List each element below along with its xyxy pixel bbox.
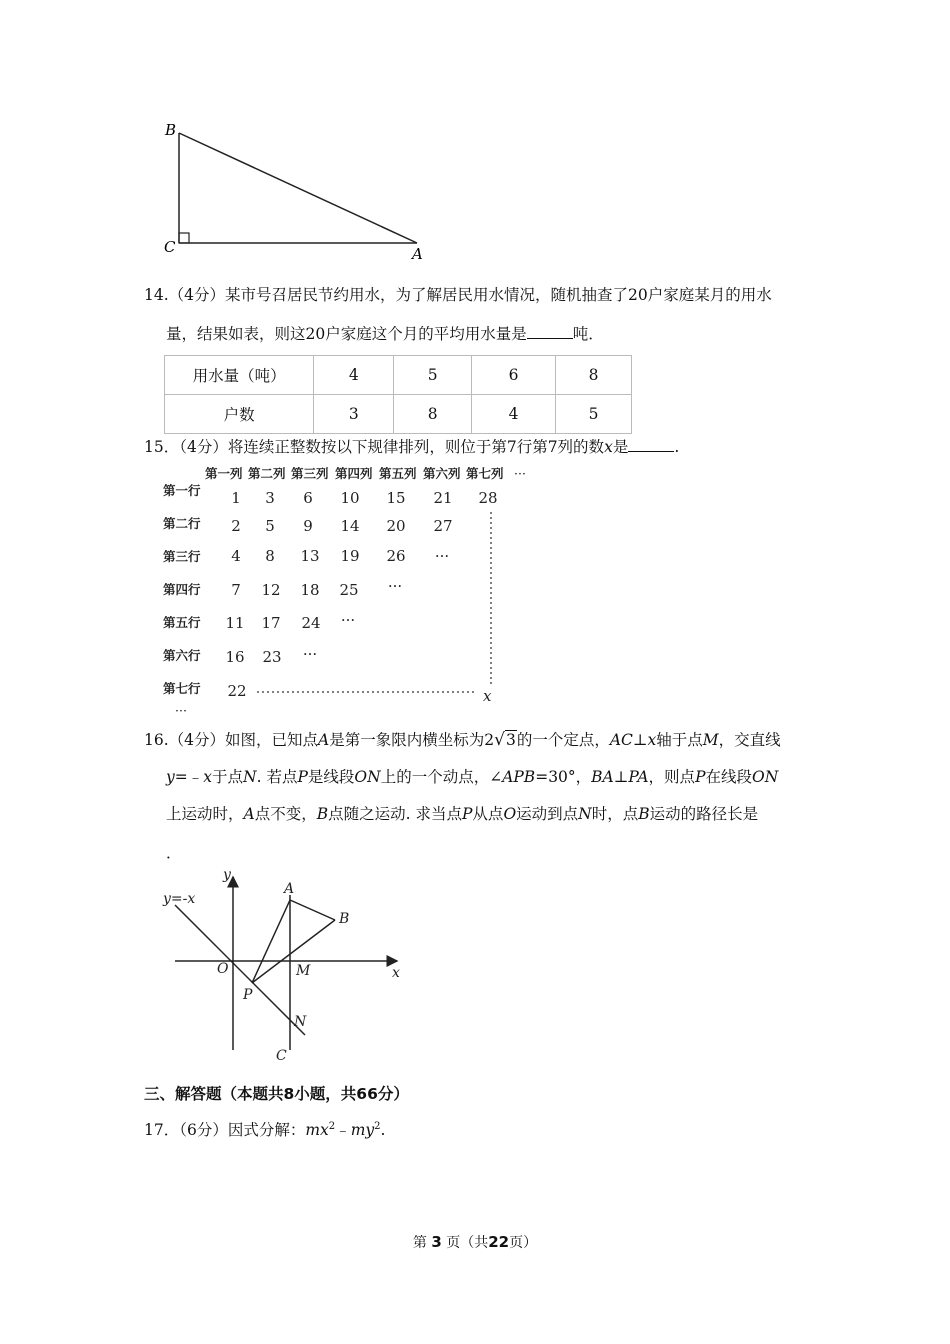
answer-blank xyxy=(527,324,573,339)
col-header: 第三列 xyxy=(291,466,329,481)
q17-exponent: 2 xyxy=(328,1121,336,1132)
q14-line1: 14.（4分）某市号召居民节约用水，为了解居民用水情况，随机抽查了20户家庭某月的用水 xyxy=(144,286,772,304)
sqrt-radicand: 3 xyxy=(505,731,516,749)
x-axis-label: x xyxy=(392,965,400,981)
q16-var: BA xyxy=(591,768,614,786)
q16-text: 时，点 xyxy=(591,805,639,823)
point-c-label: C xyxy=(276,1048,287,1064)
table-cell: 8 xyxy=(556,356,632,395)
ellipsis: ··· xyxy=(514,466,526,481)
label-c: C xyxy=(164,238,176,256)
grid-x-label: x xyxy=(483,687,492,705)
q17-exponent: 2 xyxy=(374,1121,381,1132)
point-a-label: A xyxy=(284,881,295,897)
q17-end: . xyxy=(380,1121,386,1140)
col-header: 第七列 xyxy=(466,466,504,481)
q17-term: my xyxy=(350,1121,375,1140)
row-header: 第一行 xyxy=(163,483,201,498)
grid-number: 27 xyxy=(433,517,453,535)
q16-text: ⊥ xyxy=(632,731,648,749)
q17-text: 17．（6分）因式分解： xyxy=(144,1121,306,1140)
row-header: 第三行 xyxy=(163,549,201,564)
q16-var: x xyxy=(647,731,657,749)
q16-text: 从点 xyxy=(472,805,504,823)
grid-number: 12 xyxy=(261,581,281,599)
grid-number: 16 xyxy=(225,648,245,666)
col-header: 第五列 xyxy=(379,466,417,481)
grid-number: 26 xyxy=(386,547,406,565)
q16-line4: ． xyxy=(166,844,182,862)
point-p-label: P xyxy=(243,987,253,1003)
coordinate-figure xyxy=(155,865,415,1065)
page-number: 3 xyxy=(431,1233,442,1251)
right-triangle-figure xyxy=(155,115,445,265)
segment-pa xyxy=(252,900,290,983)
grid-number: 23 xyxy=(262,648,282,666)
grid-number: 13 xyxy=(300,547,320,565)
q16-text: ⊥ xyxy=(613,768,629,786)
q17-line xyxy=(144,1117,385,1140)
q15-end: . xyxy=(674,438,680,456)
q16-var: A xyxy=(318,731,330,749)
q16-text: =﹣ xyxy=(174,768,204,786)
total-pages: 22 xyxy=(488,1233,510,1251)
q16-var: x xyxy=(203,768,213,786)
col-header: 第一列 xyxy=(205,466,243,481)
grid-number: 20 xyxy=(386,517,406,535)
q16-text: 上运动时， xyxy=(166,805,244,823)
q16-line3 xyxy=(166,804,758,824)
grid-number: 21 xyxy=(433,489,453,507)
row-header: 第五行 xyxy=(163,615,201,630)
footer-text: 第 xyxy=(412,1235,427,1251)
q16-text: =30°， xyxy=(535,768,592,786)
q16-var: P xyxy=(297,768,308,786)
q16-var: APB xyxy=(502,768,536,786)
q17-operator: ﹣ xyxy=(335,1121,351,1140)
segment-pb xyxy=(252,920,335,983)
grid-number: 1 xyxy=(231,489,241,507)
q16-var: B xyxy=(638,805,650,823)
q16-var: M xyxy=(702,731,719,749)
table-cell: 5 xyxy=(394,356,472,395)
q16-text: 上的一个动点，∠ xyxy=(380,768,503,786)
q16-text: 16.（4分）如图，已知点 xyxy=(144,731,319,749)
answer-blank xyxy=(628,437,674,452)
q16-var: AC xyxy=(609,731,633,749)
grid-number: 4 xyxy=(231,547,241,565)
side-ab xyxy=(179,133,417,243)
q16-var: P xyxy=(695,768,706,786)
grid-number: 8 xyxy=(265,547,275,565)
q16-text: ，则点 xyxy=(648,768,696,786)
line-label: y=-x xyxy=(163,891,196,907)
q16-var: ON xyxy=(354,768,381,786)
grid-number: 19 xyxy=(340,547,360,565)
q14-text: 量，结果如表，则这20户家庭这个月的平均用水量是 xyxy=(166,325,527,343)
q16-var: y xyxy=(166,768,175,786)
q16-var: B xyxy=(316,805,329,823)
grid-number: 11 xyxy=(225,614,245,632)
table-cell: 6 xyxy=(472,356,556,395)
sqrt-sign-icon: √ xyxy=(494,730,505,750)
q14-unit: 吨． xyxy=(572,325,604,343)
col-header: 第四列 xyxy=(335,466,373,481)
grid-number: 6 xyxy=(303,489,313,507)
ellipsis: ··· xyxy=(175,703,187,718)
grid-number: 10 xyxy=(340,489,360,507)
q16-text: 运动到点 xyxy=(516,805,579,823)
section-title: 三、解答题（本题共8小题，共66分） xyxy=(144,1085,409,1103)
q16-text: 在线段 xyxy=(705,768,753,786)
grid-number: 25 xyxy=(339,581,359,599)
page-footer xyxy=(0,1232,950,1252)
q16-text: . 若点 xyxy=(256,768,298,786)
table-cell: 用水量（吨） xyxy=(165,356,314,395)
label-b: B xyxy=(165,121,177,139)
q16-line2 xyxy=(166,767,778,787)
table-cell: 5 xyxy=(556,395,632,434)
q16-var: A xyxy=(243,805,255,823)
label-a: A xyxy=(412,245,423,263)
grid-number: 18 xyxy=(300,581,320,599)
number-grid-figure xyxy=(150,460,550,720)
q17-term: mx xyxy=(305,1121,329,1140)
q16-var: O xyxy=(503,805,517,823)
footer-text: 页） xyxy=(509,1235,538,1251)
table-cell: 4 xyxy=(314,356,394,395)
col-header: 第二列 xyxy=(248,466,286,481)
q16-text: 点随之运动. 求当点 xyxy=(328,805,462,823)
q16-var: N xyxy=(578,805,592,823)
q16-var: N xyxy=(243,768,257,786)
table-cell: 户数 xyxy=(165,395,314,434)
q16-text: 于点 xyxy=(212,768,244,786)
q15-mid: 是 xyxy=(612,438,629,456)
grid-number: 22 xyxy=(227,682,247,700)
q15-text xyxy=(144,437,679,457)
grid-number: 14 xyxy=(340,517,360,535)
q16-text: 运动的路径长是 xyxy=(649,805,759,823)
q16-text: 轴于点 xyxy=(656,731,703,749)
row-header: 第二行 xyxy=(163,516,201,531)
grid-number: 2 xyxy=(231,517,241,535)
line-y-neg-x xyxy=(175,905,305,1035)
grid-number: 3 xyxy=(265,489,275,507)
water-usage-table xyxy=(164,355,632,434)
ellipsis: ··· xyxy=(302,645,318,663)
table-cell: 3 xyxy=(314,395,394,434)
q16-text: ，交直线 xyxy=(718,731,781,749)
q16-text: 的一个定点， xyxy=(516,731,610,749)
y-axis-label: y xyxy=(223,867,231,883)
table-row xyxy=(165,356,632,395)
q16-var: P xyxy=(461,805,473,823)
grid-number: 15 xyxy=(386,489,406,507)
col-header: 第六列 xyxy=(423,466,461,481)
grid-number: 5 xyxy=(265,517,275,535)
grid-number: 9 xyxy=(303,517,313,535)
q16-var: PA xyxy=(628,768,649,786)
ellipsis: ··· xyxy=(387,577,403,595)
grid-number: 7 xyxy=(231,581,241,599)
point-o-label: O xyxy=(217,961,229,977)
q16-text: 点不变， xyxy=(254,805,317,823)
ellipsis: ··· xyxy=(434,547,450,565)
point-n-label: N xyxy=(294,1014,307,1030)
q16-text: 是线段 xyxy=(307,768,355,786)
right-angle-mark xyxy=(179,233,189,243)
row-header: 第六行 xyxy=(163,648,201,663)
q16-var: ON xyxy=(752,768,779,786)
table-cell: 8 xyxy=(394,395,472,434)
q16-line1 xyxy=(144,730,781,750)
q16-text: 是第一象限内横坐标为2 xyxy=(329,731,495,749)
row-header: 第七行 xyxy=(163,681,201,696)
grid-number: 28 xyxy=(478,489,498,507)
q15-stem: 15．（4分）将连续正整数按以下规律排列，则位于第7行第7列的数 xyxy=(144,438,605,456)
footer-text: 页（共 xyxy=(446,1235,489,1251)
point-b-label: B xyxy=(339,911,350,927)
table-row xyxy=(165,395,632,434)
q14-line2 xyxy=(166,324,604,344)
grid-number: 17 xyxy=(261,614,281,632)
q15-var: x xyxy=(604,438,613,456)
segment-ab xyxy=(290,900,335,920)
grid-number: 24 xyxy=(301,614,321,632)
table-cell: 4 xyxy=(472,395,556,434)
ellipsis: ··· xyxy=(340,611,356,629)
row-header: 第四行 xyxy=(163,582,201,597)
point-m-label: M xyxy=(296,963,311,979)
